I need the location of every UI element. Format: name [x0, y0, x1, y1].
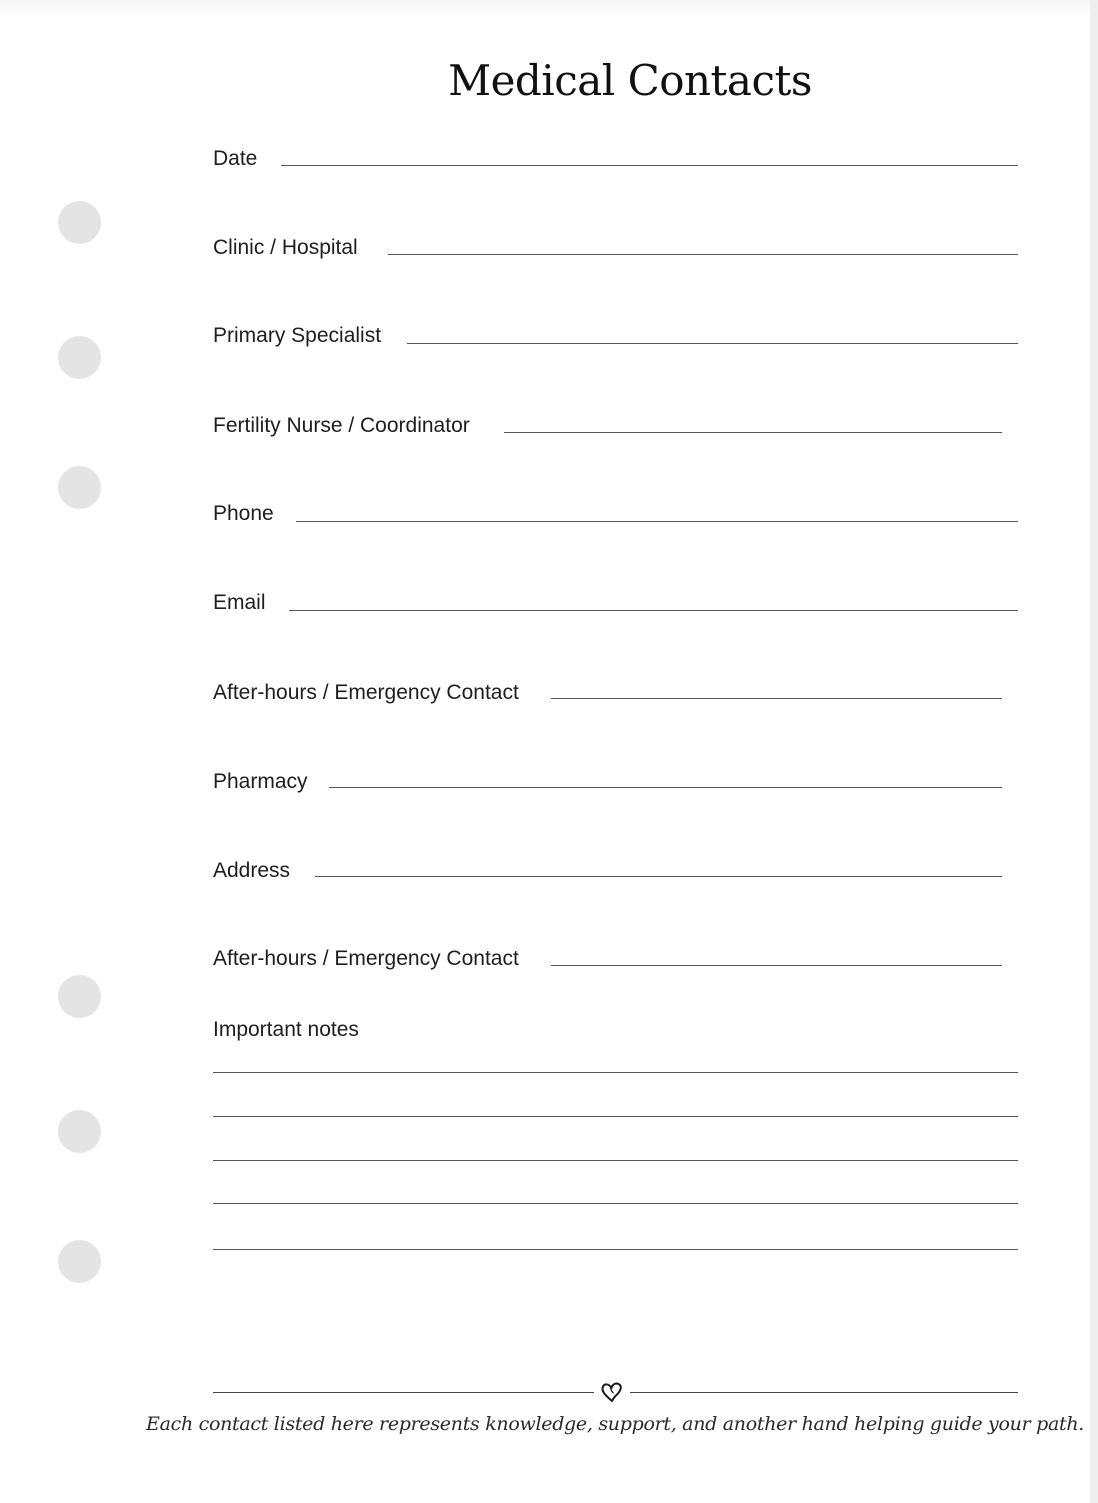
email-line[interactable]	[289, 610, 1018, 611]
phone-line[interactable]	[296, 521, 1018, 522]
address-label: Address	[213, 859, 291, 882]
punch-hole	[58, 1110, 101, 1153]
notes-line[interactable]	[213, 1160, 1018, 1161]
punch-hole	[58, 975, 101, 1018]
heart-icon	[598, 1378, 626, 1406]
pharmacy-line[interactable]	[329, 787, 1002, 788]
address-field[interactable]	[213, 856, 290, 886]
punch-hole	[58, 1240, 101, 1283]
clinic-hospital-field[interactable]	[213, 233, 358, 263]
notes-line[interactable]	[213, 1203, 1018, 1204]
fertility-nurse-field[interactable]	[213, 411, 470, 441]
date-label: Date	[213, 147, 258, 170]
address-line[interactable]	[315, 876, 1002, 877]
primary-specialist-line[interactable]	[407, 343, 1018, 344]
after-hours-contact-line[interactable]	[551, 698, 1002, 699]
important-notes-label: Important notes	[213, 1018, 359, 1041]
date-field[interactable]	[213, 144, 257, 174]
notes-line[interactable]	[213, 1072, 1018, 1073]
punch-hole	[58, 201, 101, 244]
fertility-nurse-label: Fertility Nurse / Coordinator	[213, 414, 470, 437]
top-shadow	[0, 0, 1090, 18]
footer-quote: Each contact listed here represents knowledge, support, and another hand helping guide your path.	[146, 1413, 1084, 1435]
phone-field[interactable]	[213, 499, 274, 529]
page-title: Medical Contacts	[448, 56, 812, 105]
after-hours-contact-field-2[interactable]	[213, 944, 519, 974]
fertility-nurse-line[interactable]	[504, 432, 1002, 433]
after-hours-contact-line-2[interactable]	[551, 965, 1002, 966]
phone-label: Phone	[213, 502, 274, 525]
pharmacy-field[interactable]	[213, 767, 308, 797]
after-hours-contact-label: After-hours / Emergency Contact	[213, 681, 519, 704]
after-hours-contact-field[interactable]	[213, 678, 519, 708]
footer-divider-right	[630, 1392, 1018, 1393]
primary-specialist-label: Primary Specialist	[213, 324, 382, 347]
primary-specialist-field[interactable]	[213, 321, 381, 351]
after-hours-contact-label-2: After-hours / Emergency Contact	[213, 947, 519, 970]
important-notes-heading	[213, 1015, 359, 1045]
notes-line[interactable]	[213, 1116, 1018, 1117]
email-label: Email	[213, 591, 266, 614]
pharmacy-label: Pharmacy	[213, 770, 308, 793]
clinic-hospital-label: Clinic / Hospital	[213, 236, 358, 259]
notes-line[interactable]	[213, 1249, 1018, 1250]
date-line[interactable]	[281, 165, 1018, 166]
email-field[interactable]	[213, 588, 266, 618]
footer-divider-left	[213, 1392, 594, 1393]
punch-hole	[58, 466, 101, 509]
punch-hole	[58, 336, 101, 379]
clinic-hospital-line[interactable]	[388, 254, 1018, 255]
page-edge	[1090, 0, 1098, 1503]
